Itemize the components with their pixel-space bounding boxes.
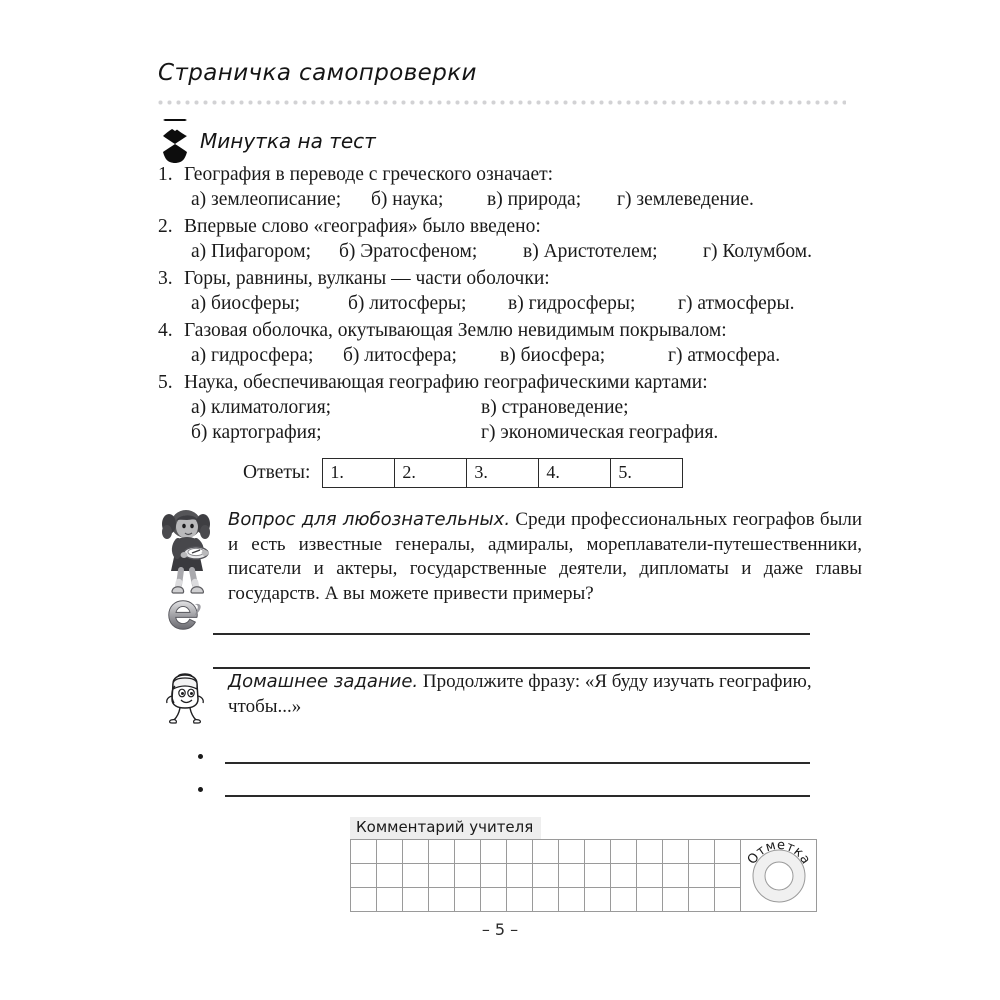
comment-cell[interactable]	[663, 888, 689, 912]
curious-lead: Вопрос для любознательных.	[228, 509, 511, 530]
comment-cell[interactable]	[637, 888, 663, 912]
homework-answer-line-1[interactable]	[225, 762, 810, 764]
answer-cell-3[interactable]: 3.	[467, 459, 539, 488]
answer-cell-2[interactable]: 2.	[395, 459, 467, 488]
question-options	[191, 239, 858, 264]
table-row	[351, 840, 817, 864]
option-v[interactable]: в) Аристотелем;	[523, 241, 658, 262]
homework-lead: Домашнее задание.	[228, 671, 419, 692]
internet-explorer-e-logo	[164, 596, 202, 634]
comment-cell[interactable]	[507, 864, 533, 888]
comment-cell[interactable]	[637, 864, 663, 888]
question-text: Горы, равнины, вулканы — части оболочки:	[184, 268, 550, 289]
answer-cell-5[interactable]: 5.	[611, 459, 683, 488]
homework-section	[160, 670, 860, 719]
comment-cell[interactable]	[689, 864, 715, 888]
question-item	[158, 162, 858, 212]
comment-cell[interactable]	[689, 888, 715, 912]
comment-cell[interactable]	[377, 864, 403, 888]
comment-cell[interactable]	[351, 840, 377, 864]
answers-row	[243, 458, 683, 488]
comment-cell[interactable]	[689, 840, 715, 864]
question-options	[191, 343, 858, 368]
mark-label: Отметка	[744, 839, 813, 867]
question-text: География в переводе с греческого означает:	[184, 164, 554, 185]
homework-text	[228, 670, 862, 719]
comment-cell[interactable]	[663, 864, 689, 888]
curious-answer-line-2[interactable]	[213, 667, 810, 669]
comment-cell[interactable]	[377, 888, 403, 912]
question-text: Газовая оболочка, окутывающая Землю невидимым покрывалом:	[184, 320, 727, 341]
teacher-comment-grid[interactable]	[350, 839, 817, 912]
answers-table	[322, 458, 683, 488]
comment-cell[interactable]	[533, 864, 559, 888]
comment-cell[interactable]	[611, 888, 637, 912]
homework-body: Продолжите фразу: «Я буду изучать географию, чтобы...»	[228, 671, 812, 717]
question-number: 2.	[158, 216, 173, 237]
question-text: Впервые слово «география» было введено:	[184, 216, 541, 237]
option-g[interactable]: г) экономическая география.	[481, 422, 719, 443]
comment-cell[interactable]	[403, 864, 429, 888]
comment-cell[interactable]	[559, 840, 585, 864]
answer-cell-4[interactable]: 4.	[539, 459, 611, 488]
option-b[interactable]: б) литосфера;	[343, 345, 457, 366]
question-options	[191, 395, 858, 445]
dotted-divider	[158, 100, 846, 105]
curious-question-text	[228, 508, 862, 606]
question-number: 4.	[158, 320, 173, 341]
teacher-comment-area	[350, 817, 817, 912]
backpack-character-illustration	[162, 672, 208, 726]
comment-cell[interactable]	[585, 864, 611, 888]
option-b[interactable]: б) наука;	[371, 189, 444, 210]
question-number: 5.	[158, 372, 173, 393]
comment-cell[interactable]	[455, 840, 481, 864]
comment-cell[interactable]	[559, 864, 585, 888]
answers-label: Ответы:	[243, 462, 311, 483]
option-b[interactable]: б) Эратосфеном;	[339, 241, 478, 262]
page-number: – 5 –	[481, 920, 519, 939]
comment-cell[interactable]	[715, 888, 741, 912]
option-v[interactable]: в) страноведение;	[481, 397, 629, 418]
comment-cell[interactable]	[715, 864, 741, 888]
comment-cell[interactable]	[559, 888, 585, 912]
option-a[interactable]: а) биосферы;	[191, 293, 301, 314]
comment-cell[interactable]	[611, 840, 637, 864]
page-title: Страничка самопроверки	[158, 60, 477, 86]
comment-cell[interactable]	[429, 840, 455, 864]
option-v[interactable]: в) гидросферы;	[508, 293, 636, 314]
question-item	[158, 370, 858, 445]
mark-cell[interactable]	[741, 840, 817, 912]
comment-cell[interactable]	[429, 864, 455, 888]
comment-cell[interactable]	[585, 888, 611, 912]
curious-answer-line-1[interactable]	[213, 633, 810, 635]
curious-body: Среди профессиональных географов были и есть известные генералы, адмиралы, мореплаватели-путешественники, писатели и актеры, государственные деятели, дипломаты и даже главы государств. А вы можете привести примеры?	[228, 509, 862, 604]
comment-cell[interactable]	[481, 888, 507, 912]
mark-stamp-icon	[743, 840, 815, 912]
comment-cell[interactable]	[507, 888, 533, 912]
question-item	[158, 214, 858, 264]
comment-cell[interactable]	[403, 840, 429, 864]
comment-cell[interactable]	[455, 864, 481, 888]
option-a[interactable]: а) климатология;	[191, 397, 332, 418]
comment-cell[interactable]	[637, 840, 663, 864]
question-item	[158, 266, 858, 316]
question-number: 3.	[158, 268, 173, 289]
question-text: Наука, обеспечивающая географию географическими картами:	[184, 372, 708, 393]
comment-cell[interactable]	[429, 888, 455, 912]
question-item	[158, 318, 858, 368]
option-a[interactable]: а) землеописание;	[191, 189, 342, 210]
comment-cell[interactable]	[533, 840, 559, 864]
option-g[interactable]: г) Колумбом.	[703, 241, 812, 262]
option-v[interactable]: в) природа;	[487, 189, 582, 210]
curious-question-section	[160, 508, 860, 606]
comment-cell[interactable]	[611, 864, 637, 888]
question-options	[191, 291, 858, 316]
comment-cell[interactable]	[663, 840, 689, 864]
test-section-heading	[158, 118, 376, 164]
comment-cell[interactable]	[481, 840, 507, 864]
comment-cell[interactable]	[585, 840, 611, 864]
option-g[interactable]: г) землеведение.	[617, 189, 754, 210]
option-g[interactable]: г) атмосфера.	[668, 345, 781, 366]
option-b[interactable]: б) литосферы;	[348, 293, 467, 314]
option-g[interactable]: г) атмосферы.	[678, 293, 795, 314]
table-row	[323, 459, 683, 488]
comment-cell[interactable]	[507, 840, 533, 864]
comment-cell[interactable]	[377, 840, 403, 864]
comment-cell[interactable]	[715, 840, 741, 864]
comment-cell[interactable]	[481, 864, 507, 888]
question-number: 1.	[158, 164, 173, 185]
comment-cell[interactable]	[403, 888, 429, 912]
option-a[interactable]: а) Пифагором;	[191, 241, 311, 262]
comment-cell[interactable]	[351, 888, 377, 912]
option-a[interactable]: а) гидросфера;	[191, 345, 314, 366]
option-v[interactable]: в) биосфера;	[500, 345, 606, 366]
test-section-label: Минутка на тест	[200, 129, 376, 153]
option-b[interactable]: б) картография;	[191, 422, 322, 443]
homework-bullet-1	[198, 754, 203, 759]
homework-bullet-2	[198, 787, 203, 792]
teacher-comment-header: Комментарий учителя	[350, 817, 541, 839]
comment-cell[interactable]	[533, 888, 559, 912]
homework-answer-line-2[interactable]	[225, 795, 810, 797]
question-options	[191, 187, 858, 212]
answer-cell-1[interactable]: 1.	[323, 459, 395, 488]
question-list	[158, 162, 858, 447]
hourglass-icon	[158, 118, 192, 164]
comment-cell[interactable]	[455, 888, 481, 912]
comment-cell[interactable]	[351, 864, 377, 888]
